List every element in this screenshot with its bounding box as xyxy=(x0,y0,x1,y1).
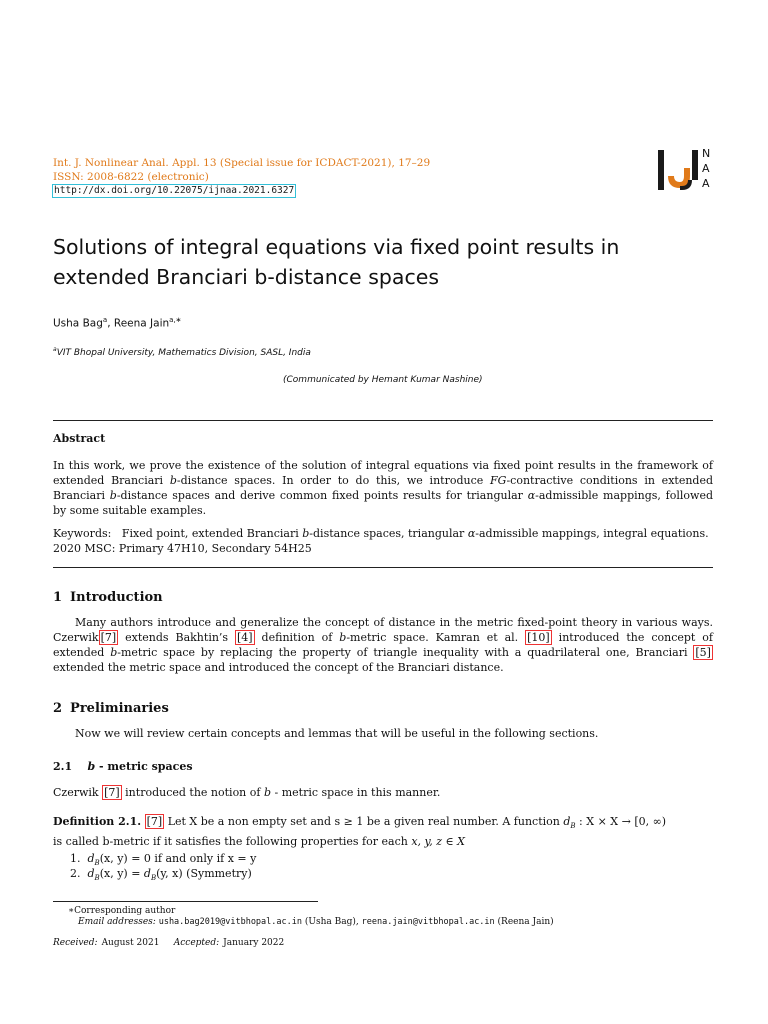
msc: 2020 MSC: Primary 47H10, Secondary 54H25 xyxy=(53,542,312,555)
citation-link[interactable]: [5] xyxy=(695,646,711,659)
citation-link[interactable]: [7] xyxy=(100,631,117,644)
author-name: Reena Jain xyxy=(113,317,170,330)
doi-link[interactable]: http://dx.doi.org/10.22075/ijnaa.2021.6327 xyxy=(54,185,295,196)
communicated-by: (Communicated by Hemant Kumar Nashine) xyxy=(283,375,483,385)
paper-title: Solutions of integral equations via fixed point results in extended Branciari b-distance spaces xyxy=(53,235,620,289)
czerwik-paragraph: Czerwik [7] introduced the notion of b - metric space in this manner. xyxy=(53,786,441,799)
subsection-heading: 2.1 b - metric spaces xyxy=(53,760,193,773)
affiliation: $^a$VIT Bhopal University, Mathematics Division, SASL, India xyxy=(53,346,311,358)
abstract-text: In this work, we prove the existence of the solution of integral equations via fixed point results in the framework of extended Branciari b-distance spaces. In order to do this, we introduce FG-contractive conditions in extended Branciari b-distance spaces and derive common fixed points results for triangular α-admissible mappings, followed by some suitable examples. xyxy=(53,459,714,517)
list-item: 1. $d_B(x$, y) = 0 if and only if x = y xyxy=(70,852,257,868)
citation-link[interactable]: [7] xyxy=(146,815,163,828)
divider xyxy=(53,420,713,421)
author-list: Usha Bag$^a$, Reena Jain$^{a,∗}$ xyxy=(53,316,182,330)
list-item: 2. $d_B(x$, $y) = d_B(y$, x) (Symmetry) xyxy=(70,867,252,883)
citation-link[interactable]: [4] xyxy=(237,631,253,644)
logo-letter: A xyxy=(702,162,710,175)
email-line: Email addresses: usha.bag2019@vitbhopal.ac.in (Usha Bag), reena.jain@vitbhopal.ac.in (Reena Jain) xyxy=(78,917,554,927)
journal-header xyxy=(53,156,430,184)
divider xyxy=(53,567,713,568)
definition-2-1: Definition 2.1. [7] Let X be a non empty set and s ≥ 1 be a given real number. A function $d_B$ : X × X → [0, ∞) is called b-metric if it satisfies the following properties for each x, y, z ∈ X xyxy=(53,815,667,849)
author-name: Usha Bag xyxy=(53,317,103,330)
corresponding-author: ∗Corresponding author xyxy=(68,906,176,916)
intro-paragraph: Many authors introduce and generalize the concept of distance in the metric fixed-point theory in various ways. Czerwik [7] extends Bakhtin’s [4] definition of b-metric space. Kamran et al. [10] introduced the concept of extended b-metric space by replacing the property of triangle inequality with a quadrilateral one, Branciari [5] extended the metric space and introduced the concept of the Branciari distance. xyxy=(53,616,713,674)
citation-link[interactable]: [10] xyxy=(527,631,550,644)
logo-letter: A xyxy=(702,177,710,190)
abstract-heading: Abstract xyxy=(53,432,106,445)
logo-letter: N xyxy=(702,147,711,160)
section-heading: 2 Preliminaries xyxy=(53,701,169,716)
journal-logo xyxy=(656,146,716,194)
journal-issn: ISSN: 2008-6822 (electronic) xyxy=(53,171,209,183)
prelim-paragraph: Now we will review certain concepts and lemmas that will be useful in the following sections. xyxy=(75,727,599,740)
email-link[interactable]: usha.bag2019@vitbhopal.ac.in xyxy=(158,917,302,927)
section-heading: 1 Introduction xyxy=(53,590,163,605)
citation-link[interactable]: [7] xyxy=(104,786,120,799)
email-link[interactable]: reena.jain@vitbhopal.ac.in xyxy=(361,917,495,927)
journal-citation: Int. J. Nonlinear Anal. Appl. 13 (Special issue for ICDACT-2021), 17–29 xyxy=(53,157,431,169)
keywords: Keywords: Fixed point, extended Branciari b-distance spaces, triangular α-admissible mappings, integral equations. 2020 MSC: Primary 47H10, Secondary 54H25 xyxy=(53,527,709,555)
dates-line: Received: August 2021 Accepted: January 2022 xyxy=(53,938,285,948)
footnote-rule xyxy=(53,901,318,902)
